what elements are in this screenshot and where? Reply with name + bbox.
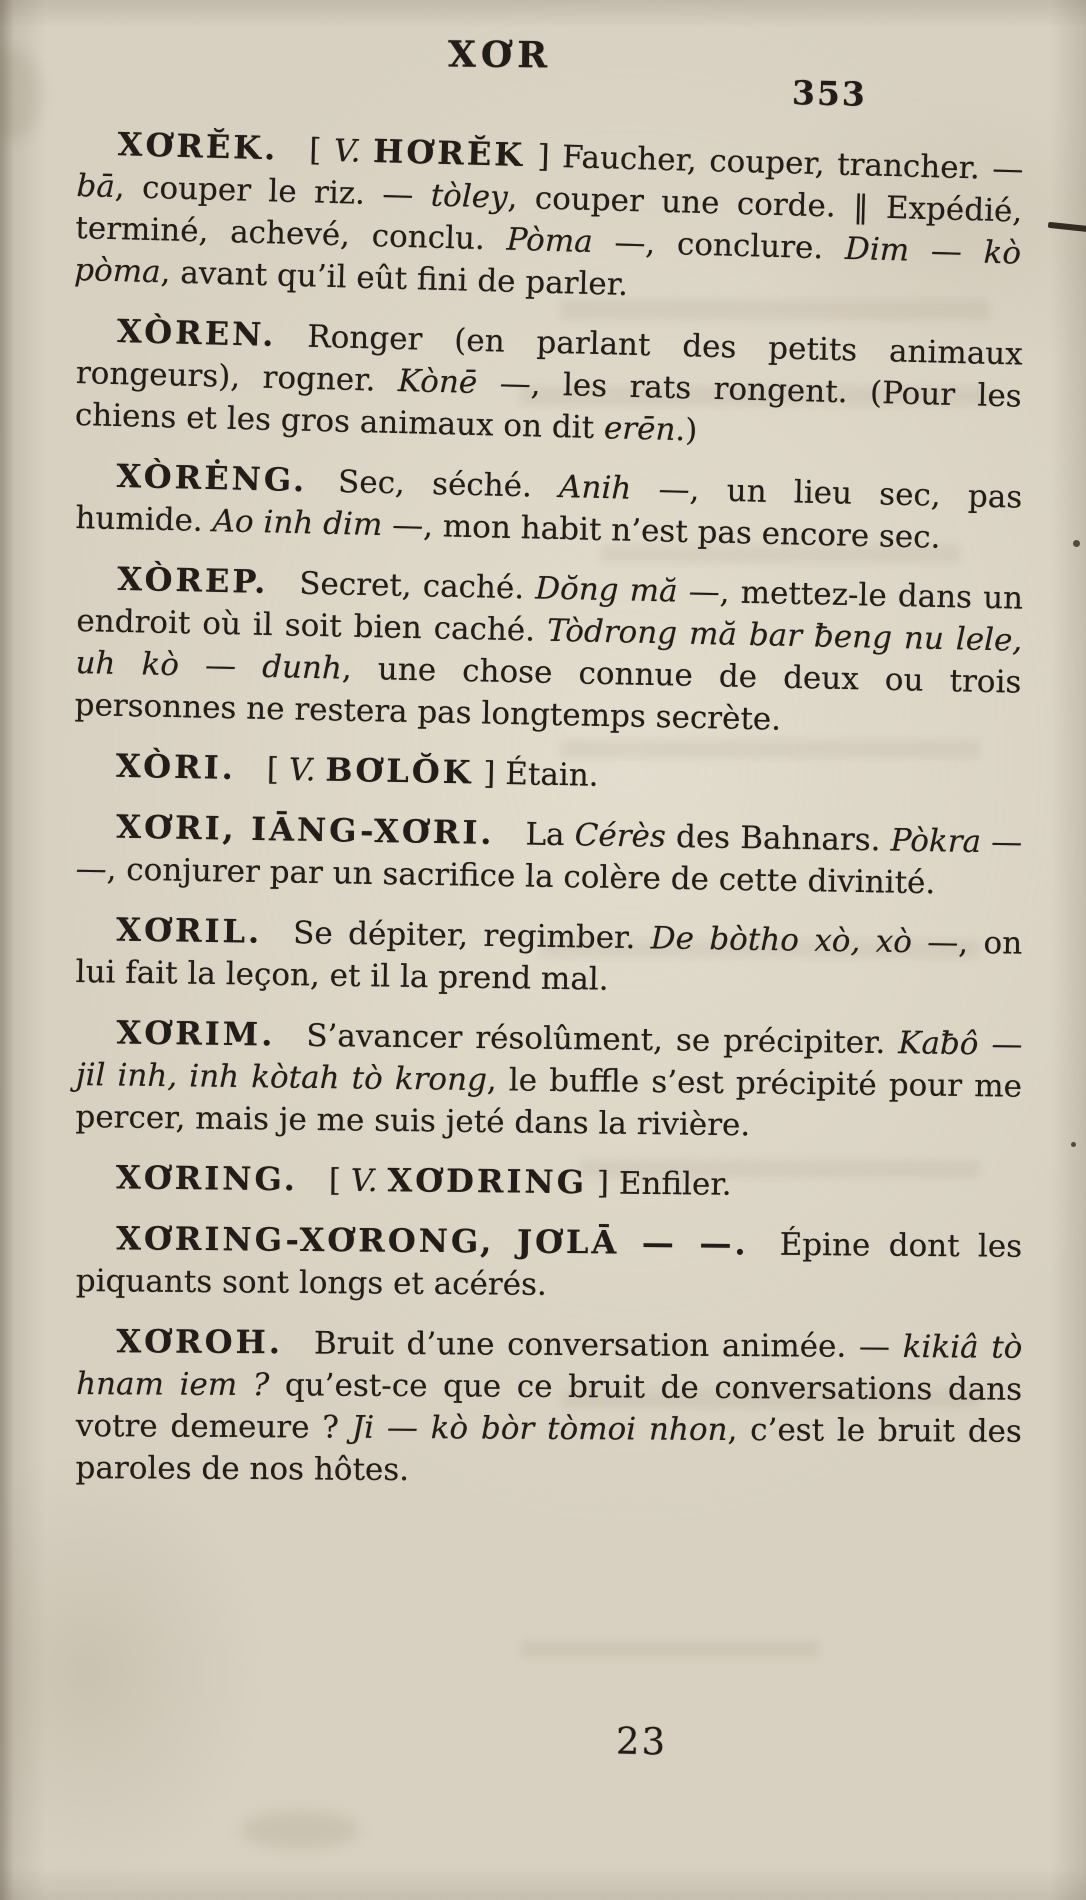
entry-text-run: [ — [266, 751, 290, 788]
dictionary-entries — [73, 122, 1024, 1507]
entry-text-run: ] Faucher, couper, trancher. — — [524, 138, 1024, 188]
entry-text-run: , couper le riz. — — [114, 169, 432, 214]
entry-text-run: HƠRĔK — [372, 132, 526, 175]
entry-text-run: S’avancer résolûment, se précipiter. — [306, 1017, 899, 1062]
entry-text-run: Pòma — [506, 221, 594, 260]
entry-text-run: V. — [288, 751, 316, 789]
entry-text-run: Pòkra — — — [75, 822, 1023, 888]
entry-text-run: V. — [333, 132, 362, 170]
entry-text-run: , conjurer par un sacrifice la colère de cette divinité. — [106, 851, 936, 902]
entry-headword: XƠRING. — [115, 1158, 299, 1199]
entry-headword: XƠRI, IĀNG-XƠRI. — [116, 807, 495, 852]
dictionary-entry — [74, 557, 1023, 746]
entry-text-run: Kònē — — [397, 363, 532, 403]
entry-text-run: Dŏng mă — — [534, 570, 721, 611]
entry-text-run: kikiâ tò hnam iem ? — [76, 1329, 1023, 1404]
entry-text-run: qu’est-ce que ce bruit de conversations dans votre demeure ? — [75, 1367, 1023, 1446]
entry-text-run: tòley — [430, 177, 509, 216]
dictionary-entry — [74, 122, 1024, 317]
scan-corner-smudge — [240, 1810, 360, 1850]
entry-text-run: ] Enfiler. — [586, 1165, 732, 1203]
entry-text-run: , avant qu’il eût fini de parler. — [160, 254, 629, 303]
entry-text-run: La — [525, 816, 576, 854]
entry-text-run: [ — [308, 132, 335, 169]
entry-text-run: , un lieu sec, pas humide. — [75, 472, 1023, 540]
dictionary-entry — [75, 454, 1023, 561]
entry-text-run — [360, 134, 373, 170]
entry-text-run: , le buffle s’est précipité pour me percer, mais je me suis jeté dans la rivière. — [75, 1062, 1023, 1144]
scan-speck — [1073, 540, 1080, 547]
entry-text-run: Cérès — [574, 817, 667, 855]
entry-text-run: erēn — [603, 410, 676, 448]
entry-text-run: Se dépiter, regimber. — [292, 915, 652, 957]
scan-speck — [1071, 1142, 1076, 1147]
dictionary-entry — [74, 309, 1023, 460]
entry-headword: XƠROH. — [116, 1322, 284, 1362]
entry-headword: XÒREP. — [116, 559, 269, 601]
entry-text-run: Anih — — [558, 469, 691, 509]
entry-headword: XƠRIL. — [116, 910, 263, 951]
entry-headword: XƠRIM. — [116, 1013, 276, 1054]
show-through-smudge — [520, 1640, 820, 1658]
entry-headword: XÒRĖNG. — [116, 456, 308, 500]
entry-text-run: , mon habit n’est pas encore sec. — [422, 507, 941, 556]
entry-text-run: , couper une corde. ‖ Expédié, terminé, achevé, conclu. — [74, 179, 1023, 258]
entry-text-run: Ronger (en parlant des petits animaux rongeurs), rogner. — [75, 318, 1024, 400]
entry-headword: XƠRING-XƠRONG, JƠLĀ — —. — [116, 1219, 749, 1263]
entry-text-run: Bruit d’une conversation animée. — — [313, 1325, 903, 1366]
entry-text-run: Ji — kò bòr tòmoi nhon — [351, 1409, 728, 1448]
entry-headword: XƠRĔK. — [117, 125, 279, 168]
signature-mark: 23 — [615, 1719, 668, 1764]
entry-text-run: Ao inh dim — — [212, 503, 424, 544]
dictionary-entry — [75, 1011, 1023, 1150]
entry-text-run: des Bahnars. — [665, 818, 892, 859]
entry-text-run: , les rats rongent. (Pour les chiens et les gros animaux on dit — [74, 366, 1023, 447]
dictionary-entry — [75, 1320, 1022, 1495]
entry-text-run: Kaƀô — jil inh, inh kòtah tò krong — [75, 1025, 1023, 1099]
entry-text-run: Secret, caché. — [298, 565, 536, 607]
scan-edge-dash-artifact — [1048, 222, 1086, 232]
entry-text-run: De bòtho xò, xò — — [650, 920, 959, 961]
entry-text-run: bā — [76, 168, 116, 206]
page-number: 353 — [791, 73, 868, 114]
entry-text-run: Dim — kò pòma — [73, 230, 1022, 291]
entry-text-run: , mettez-le dans un endroit où il soit bien caché. — [76, 574, 1024, 649]
running-head: XƠR — [447, 33, 553, 77]
entry-text-run: —, conclure. — [592, 223, 846, 267]
dictionary-entry — [76, 1217, 1023, 1310]
entry-text-run: BƠLŎK — [325, 750, 474, 792]
entry-text-run: [ — [328, 1162, 351, 1199]
dictionary-entry — [76, 1156, 1022, 1209]
entry-text-run: Épine dont les piquants sont longs et acérés. — [75, 1226, 1023, 1303]
entry-text-run: V. — [350, 1162, 378, 1200]
dictionary-entry — [75, 908, 1022, 1007]
entry-headword: XÒRI. — [115, 746, 237, 787]
entry-text-run: Sec, séché. — [337, 463, 560, 506]
dictionary-entry — [75, 805, 1022, 906]
dictionary-entry — [76, 744, 1023, 805]
entry-text-run: ] Étain. — [473, 755, 599, 794]
entry-text-run: Tòdrong mă bar ƀeng nu lele, uh kò — dunh — [75, 612, 1023, 687]
entry-text-run: .) — [674, 411, 698, 449]
entry-headword: XÒREN. — [116, 312, 277, 354]
entry-text-run: , une chose connue de deux ou trois personnes ne restera pas longtemps secrète. — [74, 650, 1022, 738]
entry-text-run: , c’est le bruit des paroles de nos hôtes. — [75, 1411, 1022, 1489]
scan-corner-smudge — [0, 50, 42, 140]
entry-text-run: , on lui fait la leçon, et il la prend mal. — [75, 924, 1023, 998]
entry-text-run: XƠDRING — [387, 1161, 588, 1202]
